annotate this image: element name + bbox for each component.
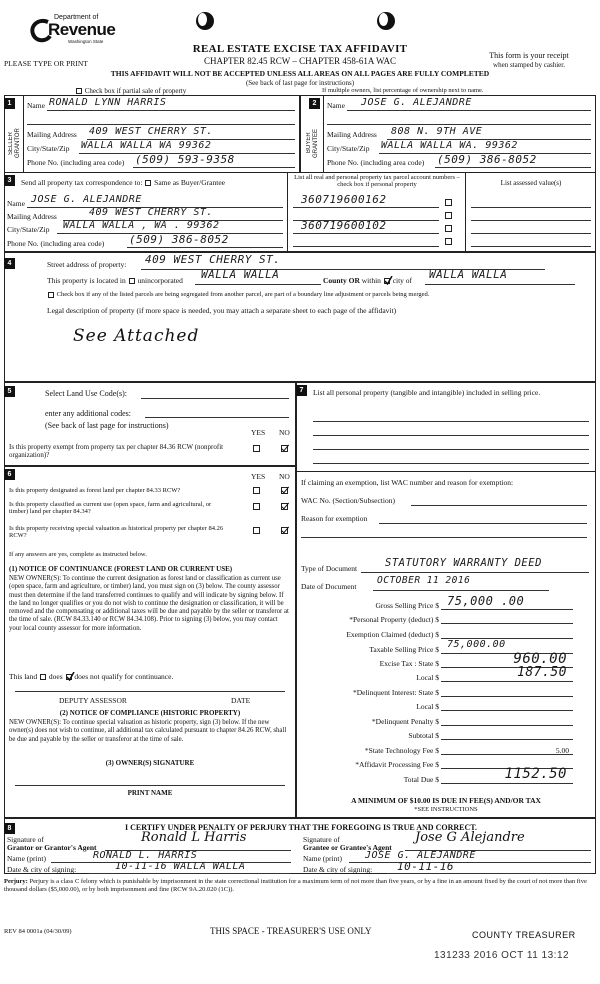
seller-phone-value[interactable]: (509) 593-9358 [135,153,235,166]
please-type: PLEASE TYPE OR PRINT [4,59,88,68]
parcel-2-personal-checkbox[interactable] [445,212,452,219]
section-7-number: 7 [296,385,307,396]
segregated-checkbox[interactable] [48,292,54,298]
partial-sale-row [75,87,186,95]
within-row [323,277,412,286]
grantee-name-value[interactable]: JOSE G. ALEJANDRE [365,850,476,861]
parcel-1-value[interactable]: 360719600162 [301,193,387,206]
located-row [47,277,183,286]
grantor-sig-label-1: Signature of [7,835,44,844]
grantor-sig-label-2: Grantor or Grantor's Agent [7,843,97,852]
seller-city-label: City/State/Zip [27,144,70,153]
certify-statement: I CERTIFY UNDER PENALTY OF PERJURY THAT THE FOREGOING IS TRUE AND CORRECT. [124,823,477,832]
grantor-name-value[interactable]: RONALD L. HARRIS [93,850,198,861]
land-does-not-check-icon [66,672,75,681]
notice2-body: NEW OWNER(S): To continue special valuation as historic property, sign (3) below. If the new owner(s) does not wish to continue, all additional tax calculated pursuant to chapter 84.26 RCW, shall be due and payable by the seller or transferor at the time of sale. [9,719,287,743]
forest-land-question: Is this property designated as forest land per chapter 84.33 RCW? [9,487,181,494]
buyer-mailing-value[interactable]: 808 N. 9TH AVE [391,126,483,137]
perjury-notice [4,878,596,895]
doc-type-value[interactable]: STATUTORY WARRANTY DEED [385,557,542,569]
within-label: within [361,276,381,285]
grantor-signature[interactable]: Ronald L Harris [141,830,247,845]
current-use-question: Is this property classified as current use (open space, farm and agricultural, or timber) land per chapter 84.34? [9,501,212,516]
land-does-not-label: does not [74,672,100,681]
print-name-label: PRINT NAME [127,789,173,797]
minimum-due-note: A MINIMUM OF $10.00 IS DUE IN FEE(S) AND/OR TAX [351,796,541,805]
section-8-certification [4,818,596,874]
forest-yes-checkbox[interactable] [253,487,260,494]
unincorporated-label: unincorporated [137,276,183,285]
county-treasurer: COUNTY TREASURER [472,930,576,940]
street-label: Street address of property: [47,260,127,269]
section-3-number: 3 [4,175,15,186]
section-3-correspondence [4,172,596,252]
section-6-special-valuation [4,466,296,818]
assessed-header: List assessed value(s) [500,179,562,187]
doc-type-label: Type of Document [301,564,358,573]
doc-date-value[interactable]: OCTOBER 11 2016 [377,575,471,586]
delinquent-local-label: Local $ [416,702,439,711]
partial-sale-label: Check box if partial sale of property [84,87,187,95]
corr-name-value[interactable]: JOSE G. ALEJANDRE [31,194,142,205]
section-4-number: 4 [4,258,15,269]
buyer-city-label: City/State/Zip [327,144,370,153]
excise-local-value[interactable]: 187.50 [517,665,567,680]
seller-grantor-label: SELLER GRANTOR [8,128,21,158]
street-value[interactable]: 409 WEST CHERRY ST. [145,253,281,266]
land-does-label: does [48,672,63,681]
grantee-date-label: Date & city of signing: [303,865,373,874]
perjury-label: Perjury: [4,878,28,885]
seller-phone-label: Phone No. (including area code) [27,158,125,167]
notice2-title: (2) NOTICE OF COMPLIANCE (HISTORIC PROPERTY) [59,709,241,717]
segregated-label: Check box if any of the listed parcels are being segregated from another parcel, are part of a boundary line adjustment or parcels being merged. [56,291,430,298]
owner-signature-label: (3) OWNER(S) SIGNATURE [105,759,195,767]
see-back-text: (See back of last page for instructions) [245,79,355,87]
seller-city-value[interactable]: WALLA WALLA WA 99362 [81,140,212,151]
exemption-claimed-label: Exemption Claimed (deduct) $ [346,630,439,639]
form-title: REAL ESTATE EXCISE TAX AFFIDAVIT [192,43,408,55]
section-5-land-use [4,382,296,466]
segregated-row [47,291,429,298]
grantor-date-value[interactable]: 10-11-16 WALLA WALLA [115,861,246,872]
section-5-number: 5 [4,386,15,397]
county-value[interactable]: WALLA WALLA [201,268,280,281]
delinquent-penalty-label: *Delinquent Penalty $ [371,717,439,726]
tech-fee-value: 5.00 [555,746,569,755]
personal-property-list-label: List all personal property (tangible and intangible) included in selling price. [313,388,541,397]
buyer-phone-value[interactable]: (509) 386-8052 [437,153,537,166]
if-yes-note: If any answers are yes, complete as instructed below. [9,551,147,558]
form-chapter: CHAPTER 82.45 RCW – CHAPTER 458-61A WAC [204,56,396,66]
notice1-title: (1) NOTICE OF CONTINUANCE (FOREST LAND OR CURRENT USE) [9,565,233,573]
s5-no-header: NO [279,428,290,437]
total-due-label: Total Due $ [403,775,439,784]
historic-no-checkbox[interactable] [281,527,288,534]
forest-no-checkbox[interactable] [281,487,288,494]
warning-text: THIS AFFIDAVIT WILL NOT BE ACCEPTED UNLESS ALL AREAS ON ALL PAGES ARE FULLY COMPLETED [110,69,490,78]
send-correspondence-row [21,179,225,188]
header [0,0,600,96]
legal-description-label: Legal description of property (if more space is needed, you may attach a separate sheet to each page of the affidavit) [47,306,397,315]
buyer-name-label: Name [327,101,345,110]
this-land-row [9,673,173,682]
send-correspondence-label: Send all property tax correspondence to: [21,178,143,187]
exempt-no-checkbox[interactable] [281,445,288,452]
parcel-4-personal-checkbox[interactable] [445,238,452,245]
seller-mailing-label: Mailing Address [27,130,77,139]
personal-property-deduct-label: *Personal Property (deduct) $ [349,615,439,624]
exemption-claim-label: If claiming an exemption, list WAC number and reason for exemption: [301,478,514,487]
punch-hole-left-inner [198,13,207,26]
exempt-question: Is this property exempt from property tax per chapter 84.36 RCW (nonprofit organization)? [9,443,224,460]
parcel-3-personal-checkbox[interactable] [445,225,452,232]
section-4-property [4,252,596,382]
see-instructions-note: *SEE INSTRUCTIONS [414,806,478,813]
partial-sale-checkbox[interactable] [76,88,82,94]
total-due-value[interactable]: 1152.50 [504,766,567,782]
parcel-2-value[interactable]: 360719600102 [301,219,387,232]
receipt-note-2: when stamped by cashier. [493,61,565,69]
this-land-label: This land [9,672,38,681]
section-8-number: 8 [4,823,15,834]
deputy-assessor-label: DEPUTY ASSESSOR [59,696,127,705]
seller-mailing-value[interactable]: 409 WEST CHERRY ST. [89,126,213,137]
corr-mailing-value[interactable]: 409 WEST CHERRY ST. [89,207,213,218]
gross-price-label: Gross Selling Price $ [375,601,439,610]
section-7-financial [296,382,596,818]
perjury-text: Perjury is a class C felony which is punishable by imprisonment in the state correctional institution for a maximum term of not more than five years, or by a fine in an amount fixed by the court of not more than five thousand dollars ($5,000.00), or by both imprisonment and fine (RCW 9A.20.020 (1C)). [4,878,587,894]
unincorporated-checkbox[interactable] [129,278,135,284]
seller-name-label: Name [27,101,45,110]
deputy-date-label: DATE [231,696,251,705]
dor-logo [8,6,128,56]
county-or-label: County OR [323,276,360,285]
taxable-price-label: Taxable Selling Price $ [369,645,439,654]
within-city-checkbox[interactable] [384,278,390,284]
corr-city-label: City/State/Zip [7,225,50,234]
tech-fee-label: *State Technology Fee $ [364,746,439,755]
excise-state-value[interactable]: 960.00 [513,651,567,667]
section-6-number: 6 [4,469,15,480]
seller-name-value[interactable]: RONALD LYNN HARRIS [49,97,167,108]
additional-codes-label: enter any additional codes: [45,409,131,418]
grantee-sig-label-1: Signature of [303,835,340,844]
qualify-label: qualify for continuance. [101,672,174,681]
section-1-seller [4,95,300,173]
grantee-date-value[interactable]: 10-11-16 [397,860,454,873]
corr-mailing-label: Mailing Address [7,212,57,221]
buyer-name-value[interactable]: JOSE G. ALEJANDRE [361,97,472,108]
section-2-buyer [300,95,596,173]
doc-date-label: Date of Document [301,582,357,591]
legal-description-value[interactable]: See Attached [73,326,200,346]
notice1-body: NEW OWNER(S): To continue the current designation as forest land or classification as current use (open space, farm and agriculture, or timber) land, you must sign on (3) below. The county assessor must then determine if the land transferred continues to qualify and will indicate by signing below. If the land no longer qualifies or you do not wish to continue the designation or classification, it will be removed and the compensating or additional taxes will be due and payable by the seller or transferor at the time of sale. (RCW 84.33.140 or RCW 84.34.108). Prior to signing (3) below, you may contact your local county assessor for more information. [9,575,289,632]
s6-no-header: NO [279,472,290,481]
parcel-header: List all real and personal property tax parcel account numbers – check box if personal property [294,174,460,189]
reason-label: Reason for exemption [301,514,368,523]
form-number: REV 84 0001a (04/30/09) [4,928,72,935]
corr-phone-label: Phone No. (including area code) [7,239,105,248]
section-2-number: 2 [309,98,320,109]
punch-hole-right-inner [379,13,388,26]
exempt-yes-checkbox[interactable] [253,445,260,452]
grantee-sig-label-2: Grantee or Grantee's Agent [303,843,392,852]
corr-phone-value[interactable]: (509) 386-8052 [129,233,229,246]
parcel-1-personal-checkbox[interactable] [445,199,452,206]
excise-state-label: Excise Tax : State $ [379,659,439,668]
treasurer-space: THIS SPACE - TREASURER'S USE ONLY [210,926,372,936]
treasurer-stamp: 131233 2016 OCT 11 13:12 [434,950,570,961]
section-1-number: 1 [4,98,15,109]
buyer-city-value[interactable]: WALLA WALLA WA. 99362 [381,140,518,151]
same-as-buyer-checkbox[interactable] [145,180,151,186]
buyer-mailing-label: Mailing Address [327,130,377,139]
multiple-owners-note: If multiple owners, list percentage of ownership next to name. [322,87,484,94]
land-does-checkbox[interactable] [40,674,46,680]
dept-state: Washington State [68,39,104,44]
grantee-name-label: Name (print) [303,854,342,863]
excise-local-label: Local $ [416,673,439,682]
located-label: This property is located in [47,276,126,285]
historic-question: Is this property receiving special valuation as historical property per chapter 84.26 RCW? [9,525,224,540]
grantee-signature[interactable]: Jose G Alejandre [415,830,525,845]
buyer-grantee-label: BUYER GRANTEE [306,128,319,158]
corr-city-value[interactable]: WALLA WALLA , WA . 99362 [63,220,220,231]
grantor-name-label: Name (print) [7,854,46,863]
city-of-label: city of [392,276,413,285]
wac-label: WAC No. (Section/Subsection) [301,496,395,505]
corr-name-label: Name [7,199,25,208]
land-use-see-back: (See back of last page for instructions) [45,421,169,430]
current-use-no-checkbox[interactable] [281,503,288,510]
grantor-date-label: Date & city of signing: [7,865,77,874]
buyer-phone-label: Phone No. (including area code) [327,158,425,167]
land-does-not-checkbox[interactable] [66,674,72,680]
within-city-check-icon [384,276,393,285]
city-value[interactable]: WALLA WALLA [429,268,508,281]
same-as-buyer-label: Same as Buyer/Grantee [154,178,225,187]
delinquent-interest-label: *Delinquent Interest: State $ [352,688,439,697]
dept-line: Department of [54,14,99,21]
dept-name: Revenue [48,20,116,39]
historic-yes-checkbox[interactable] [253,527,260,534]
receipt-note-1: This form is your receipt [489,51,569,60]
s5-yes-header: YES [251,428,266,437]
current-use-yes-checkbox[interactable] [253,503,260,510]
land-use-label: Select Land Use Code(s): [45,389,127,398]
gross-price-value[interactable]: 75,000 .00 [447,594,525,608]
taxable-price-value[interactable]: 75,000.00 [447,639,506,650]
s6-yes-header: YES [251,472,266,481]
subtotal-label: Subtotal $ [408,731,439,740]
affidavit-fee-label: *Affidavit Processing Fee $ [355,760,439,769]
